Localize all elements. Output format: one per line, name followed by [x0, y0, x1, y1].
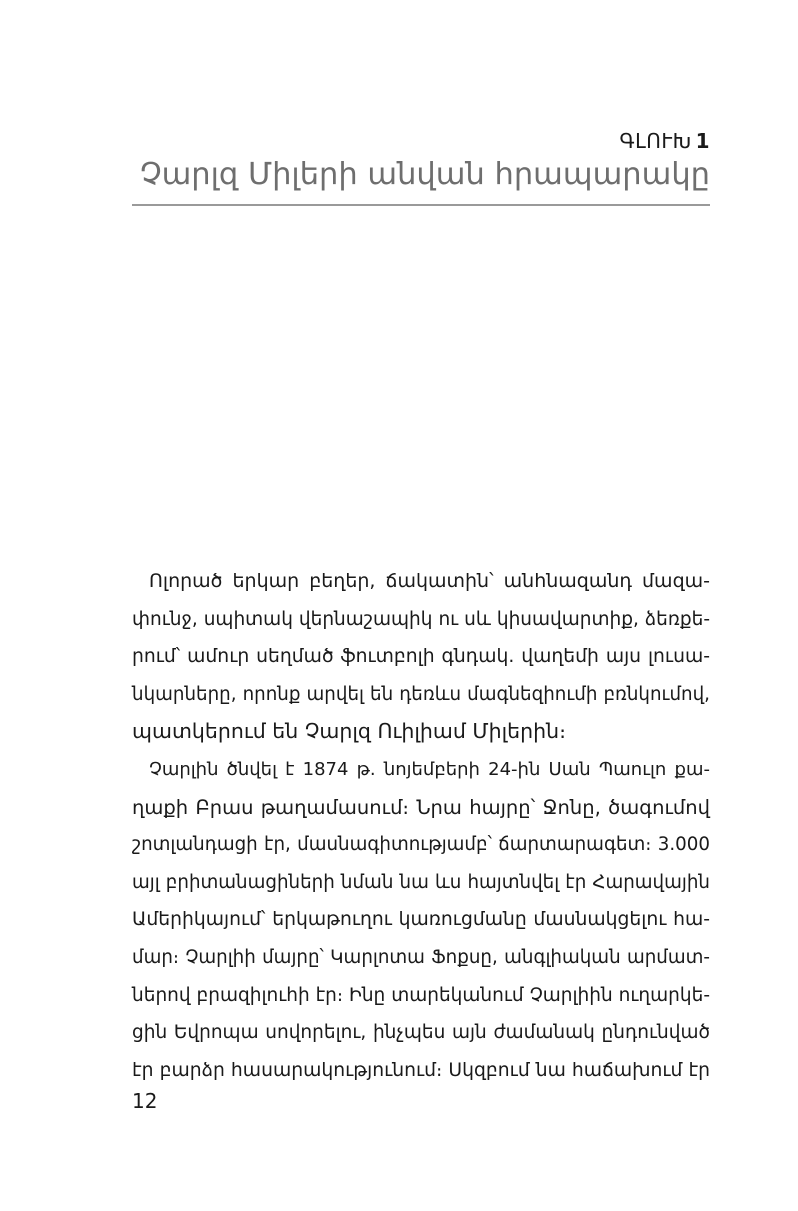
text-line: փունջ, սպիտակ վերնաշապիկ ու սև կիսավարտիք, ձեռքե-	[132, 608, 710, 630]
page-number: 12	[132, 1089, 158, 1113]
text-line: ղաքի Բրաս թաղամասում։ Նրա հայրը՝ Ջոնը, ծագումով	[132, 795, 710, 819]
text-line: նկարները, որոնք արվել են դեռևս մագնեզիումի բռնկումով,	[132, 683, 710, 705]
paragraph-2	[132, 751, 710, 1089]
chapter-label	[132, 128, 710, 154]
text-line: մար։ Չարլիի մայրը՝ Կարլոտա Ֆոքսը, անգլիական արմատ-	[132, 946, 710, 968]
text-line: շոտլանդացի էր, մասնագիտությամբ՝ ճարտարագետ։ 3.000	[132, 834, 710, 856]
text-line: Ամերիկայում՝ երկաթուղու կառուցմանը մասնակցելու հա-	[132, 909, 710, 931]
text-line: րում՝ ամուր սեղմած ֆուտբոլի գնդակ. վաղեմի այս լուսա-	[132, 646, 710, 668]
chapter-label-text: ԳԼՈՒԽ	[619, 129, 692, 153]
chapter-title: Չարլզ Միլերի անվան հրապարակը	[139, 157, 710, 192]
text-line: պատկերում են Չարլզ Ուիլիամ Միլերին։	[132, 719, 567, 744]
text-line: ներով բրազիլուհի էր։ Ինը տարեկանում Չարլիին ուղարկե-	[132, 984, 710, 1006]
text-line: Ոլորած երկար բեղեր, ճակատին՝ անհնազանդ մազա-	[149, 570, 710, 592]
text-line: ցին Եվրոպա սովորելու, ինչպես այն ժամանակ ընդունված	[132, 1022, 710, 1044]
paragraph-1	[132, 563, 710, 751]
title-divider	[132, 204, 710, 206]
chapter-header	[132, 128, 710, 206]
body-text	[132, 563, 710, 1089]
text-line: էր բարձր հասարակությունում։ Սկզբում նա հաճախում էր	[132, 1059, 710, 1081]
text-line: այլ բրիտանացիների նման նա ևս հայտնվել էր Հարավային	[132, 871, 710, 893]
text-line: Չարլին ծնվել է 1874 թ. նոյեմբերի 24-ին Սան Պաուլո քա-	[149, 758, 710, 780]
chapter-number: 1	[695, 129, 710, 153]
